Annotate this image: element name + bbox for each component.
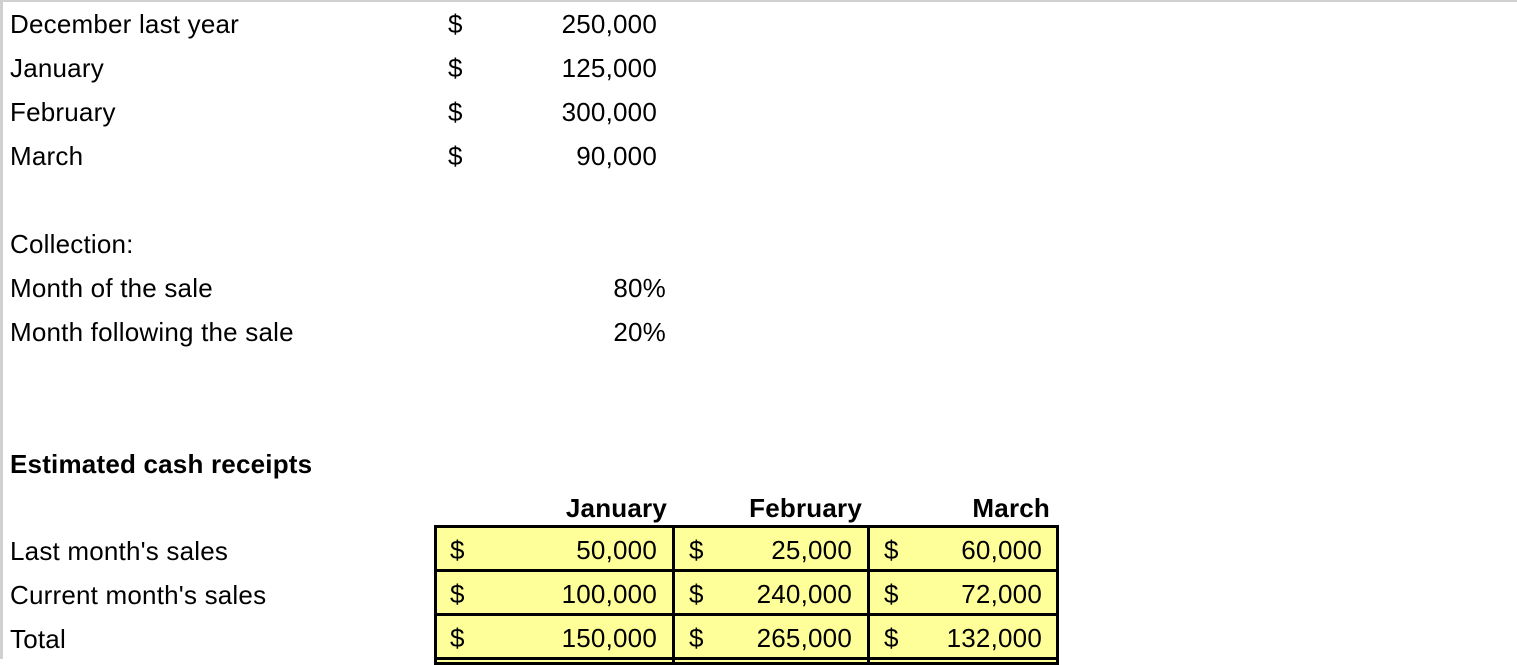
- collection-label-month-following: Month following the sale: [10, 317, 294, 347]
- cell-total-march[interactable]: 132,000: [946, 623, 1042, 653]
- cell-total-january[interactable]: 150,000: [561, 623, 657, 653]
- sales-currency: $: [448, 141, 463, 171]
- cell-current-month-february[interactable]: 240,000: [756, 579, 852, 609]
- sales-currency: $: [448, 53, 463, 83]
- column-header-march: March: [972, 493, 1050, 523]
- cell-current-month-january[interactable]: 100,000: [561, 579, 657, 609]
- collection-heading: Collection:: [10, 229, 134, 259]
- cell-last-month-february[interactable]: 25,000: [771, 535, 852, 565]
- cell-currency: $: [884, 623, 899, 653]
- cell-last-month-january[interactable]: 50,000: [576, 535, 657, 565]
- sales-label-march: March: [10, 141, 84, 171]
- sales-label-february: February: [10, 97, 116, 127]
- sales-label-january: January: [10, 53, 104, 83]
- collection-value-month-of-sale: 80%: [613, 273, 666, 303]
- column-header-january: January: [565, 493, 667, 523]
- receipts-title: Estimated cash receipts: [10, 449, 313, 479]
- cell-last-month-march[interactable]: 60,000: [961, 535, 1042, 565]
- cell-currency: $: [450, 535, 465, 565]
- cell-currency: $: [689, 535, 704, 565]
- sales-value-january: 125,000: [561, 53, 657, 83]
- cell-currency: $: [689, 579, 704, 609]
- column-divider: [867, 525, 870, 665]
- sales-label-december: December last year: [10, 9, 240, 39]
- column-header-february: February: [749, 493, 862, 523]
- collection-value-month-following: 20%: [613, 317, 666, 347]
- cell-currency: $: [689, 623, 704, 653]
- cell-currency: $: [884, 579, 899, 609]
- cell-currency: $: [450, 623, 465, 653]
- receipts-label-last-month: Last month's sales: [10, 536, 229, 566]
- cell-currency: $: [450, 579, 465, 609]
- cell-total-february[interactable]: 265,000: [756, 623, 852, 653]
- cell-current-month-march[interactable]: 72,000: [961, 579, 1042, 609]
- sales-currency: $: [448, 97, 463, 127]
- sales-value-february: 300,000: [561, 97, 657, 127]
- sales-currency: $: [448, 9, 463, 39]
- sales-value-december: 250,000: [561, 9, 657, 39]
- column-divider: [672, 525, 675, 665]
- cell-currency: $: [884, 535, 899, 565]
- collection-label-month-of-sale: Month of the sale: [10, 273, 213, 303]
- sales-value-march: 90,000: [576, 141, 657, 171]
- sheet-frame-left: [0, 0, 3, 659]
- receipts-label-total: Total: [10, 624, 66, 654]
- receipts-label-current-month: Current month's sales: [10, 580, 267, 610]
